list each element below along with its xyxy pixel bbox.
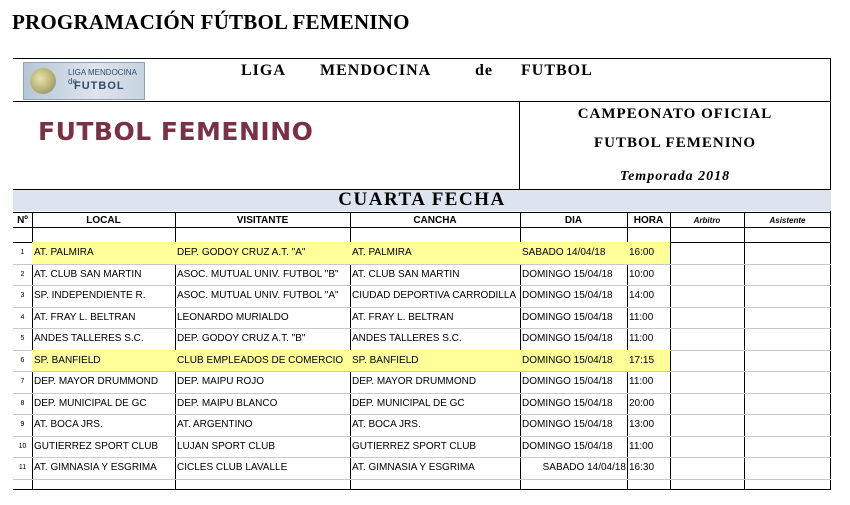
table-row — [13, 285, 831, 307]
cell-num: 2 — [20, 270, 25, 278]
cell-local: GUTIERREZ SPORT CLUB — [34, 440, 159, 452]
cell-local: DEP. MAYOR DRUMMOND — [34, 376, 159, 388]
liga-word-1: LIGA — [241, 62, 286, 79]
header-arbitro: Arbitro — [693, 216, 721, 225]
table-row — [13, 307, 831, 329]
sheet-top-border — [13, 58, 831, 59]
liga-word-4: FUTBOL — [521, 62, 593, 79]
sheet-bottom-border — [13, 489, 831, 490]
header-row-top — [13, 212, 831, 213]
logo-line2: FUTBOL — [74, 80, 125, 92]
liga-logo — [23, 62, 145, 100]
cell-cancha: AT. CLUB SAN MARTIN — [352, 268, 460, 280]
table-row — [13, 414, 831, 436]
cell-local: AT. GIMNASIA Y ESGRIMA — [34, 462, 157, 474]
cell-dia: DOMINGO 15/04/18 — [522, 333, 613, 345]
cell-hora: 11:00 — [629, 440, 654, 452]
cell-local: AT. FRAY L. BELTRAN — [34, 311, 136, 323]
cell-visitante: DEP. MAIPU BLANCO — [177, 397, 278, 409]
cell-dia: SABADO 14/04/18 — [542, 462, 626, 474]
liga-word-3: de — [475, 62, 493, 79]
header-divider — [13, 101, 831, 102]
header-visitante: VISITANTE — [236, 215, 289, 226]
fecha-title: CUARTA FECHA — [338, 189, 506, 210]
campeonato-line1: CAMPEONATO OFICIAL — [577, 106, 773, 122]
logo-line1: LIGA MENDOCINA de — [68, 68, 137, 86]
cell-dia: DOMINGO 15/04/18 — [522, 397, 613, 409]
cell-visitante: ASOC. MUTUAL UNIV. FUTBOL "A" — [177, 290, 339, 302]
cell-visitante: DEP. MAIPU ROJO — [177, 376, 265, 388]
cell-num: 11 — [18, 464, 27, 472]
cell-local: AT. BOCA JRS. — [34, 419, 103, 431]
ball-icon — [30, 68, 56, 94]
cell-dia: SABADO 14/04/18 — [522, 247, 606, 259]
cell-dia: DOMINGO 15/04/18 — [522, 419, 613, 431]
cell-num: 10 — [18, 442, 27, 450]
header-hora: HORA — [633, 215, 664, 226]
cell-visitante: ASOC. MUTUAL UNIV. FUTBOL "B" — [177, 268, 339, 280]
header-local: LOCAL — [86, 215, 121, 226]
cell-cancha: AT. BOCA JRS. — [352, 419, 421, 431]
cell-local: AT. CLUB SAN MARTIN — [34, 268, 142, 280]
cell-num: 4 — [20, 313, 25, 321]
cell-hora: 10:00 — [629, 268, 655, 280]
cell-local: AT. PALMIRA — [34, 247, 94, 259]
cell-visitante: AT. ARGENTINO — [177, 419, 253, 431]
cell-visitante: LUJAN SPORT CLUB — [177, 440, 275, 452]
table-row — [13, 436, 831, 458]
cell-dia: DOMINGO 15/04/18 — [522, 376, 613, 388]
schedule-sheet — [13, 58, 831, 490]
header-cancha: CANCHA — [413, 215, 457, 226]
cell-dia: DOMINGO 15/04/18 — [522, 311, 613, 323]
cell-hora: 11:00 — [629, 333, 654, 345]
cell-cancha: DEP. MUNICIPAL DE GC — [352, 397, 465, 409]
cell-visitante: LEONARDO MURIALDO — [177, 311, 289, 323]
cell-hora: 17:15 — [629, 354, 655, 366]
cell-num: 7 — [20, 378, 25, 386]
cell-cancha: GUTIERREZ SPORT CLUB — [352, 440, 477, 452]
cell-visitante: CLUB EMPLEADOS DE COMERCIO — [177, 354, 344, 366]
cell-hora: 14:00 — [629, 290, 655, 302]
cell-num: 3 — [20, 292, 25, 300]
header-dia: DIA — [564, 215, 583, 226]
cell-num: 8 — [20, 399, 25, 407]
cell-hora: 20:00 — [629, 397, 655, 409]
cell-cancha: DEP. MAYOR DRUMMOND — [352, 376, 477, 388]
page-title: PROGRAMACIÓN FÚTBOL FEMENINO — [12, 10, 410, 34]
campeonato-line2: FUTBOL FEMENINO — [593, 135, 757, 151]
big-title: FUTBOL FEMENINO — [38, 117, 314, 146]
table-row — [13, 393, 831, 415]
cell-local: DEP. MUNICIPAL DE GC — [34, 397, 147, 409]
cell-visitante: CICLES CLUB LAVALLE — [177, 462, 288, 474]
cell-hora: 11:00 — [629, 311, 654, 323]
cell-dia: DOMINGO 15/04/18 — [522, 440, 613, 452]
cell-local: SP. BANFIELD — [34, 354, 101, 366]
table-row — [13, 242, 831, 264]
row-divider — [13, 479, 831, 480]
table-row — [13, 328, 831, 350]
table-row — [13, 350, 831, 372]
header-row-bottom — [13, 227, 831, 228]
cell-cancha: AT. PALMIRA — [352, 247, 412, 259]
cell-visitante: DEP. GODOY CRUZ A.T. "B" — [177, 333, 306, 345]
cell-num: 9 — [20, 421, 25, 429]
cell-local: ANDES TALLERES S.C. — [34, 333, 144, 345]
header-num: Nº — [17, 215, 28, 226]
cell-cancha: CIUDAD DEPORTIVA CARRODILLA — [352, 290, 517, 302]
cell-local: SP. INDEPENDIENTE R. — [34, 290, 146, 302]
cell-hora: 11:00 — [629, 376, 654, 388]
table-row — [13, 264, 831, 286]
cell-dia: DOMINGO 15/04/18 — [522, 354, 613, 366]
cell-num: 5 — [20, 335, 25, 343]
cell-visitante: DEP. GODOY CRUZ A.T. "A" — [177, 247, 306, 259]
cell-cancha: SP. BANFIELD — [352, 354, 419, 366]
cell-hora: 16:00 — [629, 247, 655, 259]
cell-cancha: AT. GIMNASIA Y ESGRIMA — [352, 462, 475, 474]
cell-num: 1 — [20, 249, 25, 257]
liga-word-2: MENDOCINA — [320, 62, 432, 79]
cell-hora: 13:00 — [629, 419, 655, 431]
campeonato-line3: Temporada 2018 — [619, 169, 731, 184]
cell-hora: 16:30 — [629, 462, 655, 474]
table-row — [13, 457, 831, 479]
cell-num: 6 — [20, 356, 25, 364]
header-asistente: Asistente — [769, 216, 806, 225]
cell-dia: DOMINGO 15/04/18 — [522, 290, 613, 302]
cell-cancha: AT. FRAY L. BELTRAN — [352, 311, 454, 323]
table-row — [13, 371, 831, 393]
cell-dia: DOMINGO 15/04/18 — [522, 268, 613, 280]
cell-cancha: ANDES TALLERES S.C. — [352, 333, 462, 345]
